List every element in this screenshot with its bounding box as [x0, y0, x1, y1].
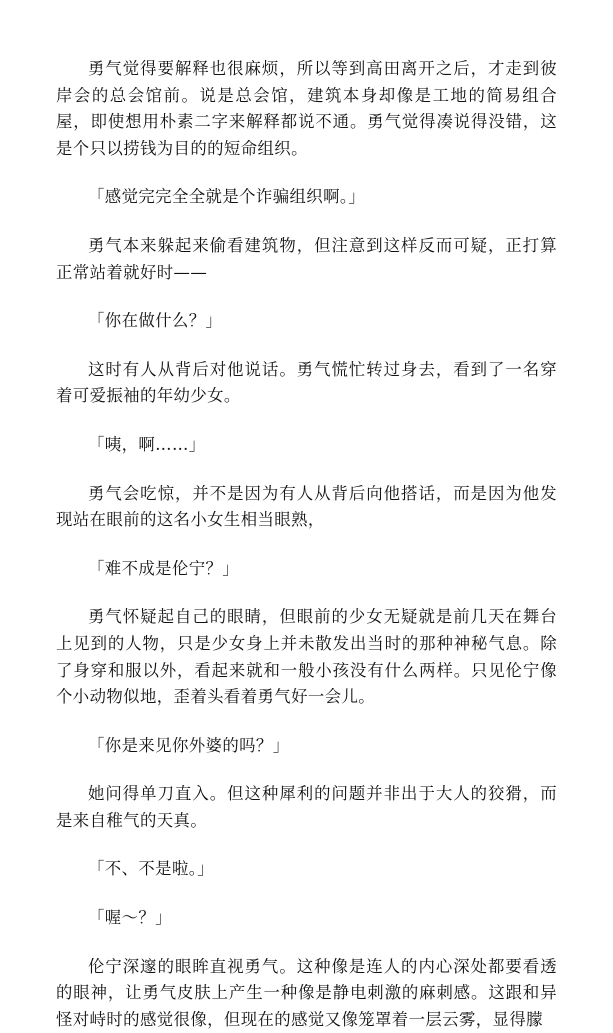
dialogue-line: 「你在做什么？」 — [88, 311, 223, 331]
dialogue-line: 「感觉完完全全就是个诈骗组织啊。」 — [88, 187, 366, 207]
paragraph: 勇气本来躲起来偷看建筑物，但注意到这样反而可疑，正打算正常站着就好时—— — [56, 235, 557, 282]
paragraph: 伦宁深邃的眼眸直视勇气。这种像是连人的内心深处都要看透的眼神，让勇气皮肤上产生一种像是静电刺激的麻刺感。这跟和异怪对峙时的感觉很像，但现在的感觉又像笼罩着一层云雾，显得朦 — [56, 956, 557, 1029]
dialogue-line: 「喔～？」 — [88, 908, 172, 928]
paragraph: 勇气怀疑起自己的眼睛，但眼前的少女无疑就是前几天在舞台上见到的人物，只是少女身上并未散发出当时的那种神秘气息。除了身穿和服以外，看起来就和一般小孩没有什么两样。只见伦宁像个小动物似地，歪着头看着勇气好一会儿。 — [56, 607, 557, 707]
dialogue-line: 「你是来见你外婆的吗？」 — [88, 735, 290, 755]
paragraph: 勇气觉得要解释也很麻烦，所以等到高田离开之后，才走到彼岸会的总会馆前。说是总会馆，建筑本身却像是工地的简易组合屋，即使想用朴素二字来解释都说不通。勇气觉得凑说得没错，这是个只以捞钱为目的的短命组织。 — [56, 59, 557, 158]
dialogue-line: 「难不成是伦宁？」 — [88, 558, 240, 578]
dialogue-line: 「不、不是啦。」 — [88, 859, 215, 879]
paragraph: 她问得单刀直入。但这种犀利的问题并非出于大人的狡猾，而是来自稚气的天真。 — [56, 784, 557, 830]
dialogue-line: 「咦，啊……」 — [88, 434, 206, 454]
paragraph: 勇气会吃惊，并不是因为有人从背后向他搭话，而是因为他发现站在眼前的这名小女生相当眼熟， — [56, 483, 557, 530]
paragraph: 这时有人从背后对他说话。勇气慌忙转过身去，看到了一名穿着可爱振袖的年幼少女。 — [56, 359, 557, 406]
